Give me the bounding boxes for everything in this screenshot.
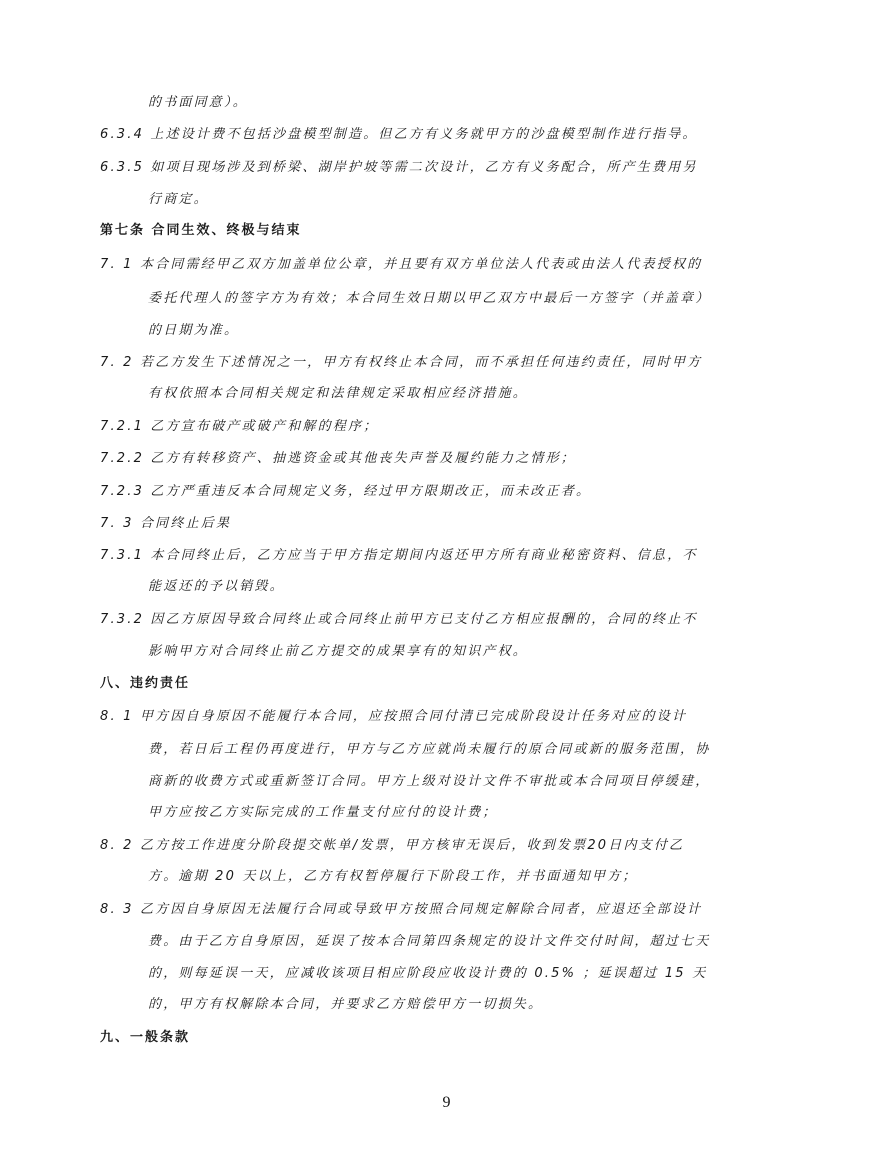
clause-8-1: 8. 1 甲方因自身原因不能履行本合同，应按照合同付清已完成阶段设计任务对应的设计 xyxy=(100,709,688,724)
text-line: 甲方应按乙方实际完成的工作量支付应付的设计费； xyxy=(148,805,498,820)
text-line: 能返还的予以销毁。 xyxy=(148,579,285,594)
text-line: 的，则每延误一天，应减收该项目相应阶段应收设计费的 0.5% ；延误超过 15 天 xyxy=(148,966,708,981)
section-heading-article-7: 第七条 合同生效、终极与结束 xyxy=(100,223,302,238)
text-line: 方。逾期 20 天以上，乙方有权暂停履行下阶段工作，并书面通知甲方； xyxy=(148,869,638,884)
clause-7-2-1: 7.2.1 乙方宣布破产或破产和解的程序； xyxy=(100,419,379,434)
clause-6-3-4: 6.3.4 上述设计费不包括沙盘模型制造。但乙方有义务就甲方的沙盘模型制作进行指导。 xyxy=(100,127,698,142)
text-line: 委托代理人的签字方为有效；本合同生效日期以甲乙双方中最后一方签字（并盖章） xyxy=(148,291,711,306)
section-heading-general-terms: 九、一般条款 xyxy=(100,1030,191,1045)
section-heading-breach: 八、违约责任 xyxy=(100,676,191,691)
clause-6-3-5: 6.3.5 如项目现场涉及到桥梁、湖岸护坡等需二次设计，乙方有义务配合，所产生费用另 xyxy=(100,160,698,175)
clause-7-2-2: 7.2.2 乙方有转移资产、抽逃资金或其他丧失声誉及履约能力之情形； xyxy=(100,451,577,466)
clause-7-3-2: 7.3.2 因乙方原因导致合同终止或合同终止前甲方已支付乙方相应报酬的，合同的终止不 xyxy=(100,612,698,627)
clause-7-1: 7. 1 本合同需经甲乙双方加盖单位公章，并且要有双方单位法人代表或由法人代表授权的 xyxy=(100,257,703,272)
text-line: 的，甲方有权解除本合同，并要求乙方赔偿甲方一切损失。 xyxy=(148,997,544,1012)
clause-7-3: 7. 3 合同终止后果 xyxy=(100,516,232,531)
clause-8-3: 8. 3 乙方因自身原因无法履行合同或导致甲方按照合同规定解除合同者，应退还全部设计 xyxy=(100,902,703,917)
text-line: 的书面同意）。 xyxy=(148,95,248,110)
text-line: 行商定。 xyxy=(148,192,209,207)
text-line: 费。由于乙方自身原因，延误了按本合同第四条规定的设计文件交付时间，超过七天 xyxy=(148,934,711,949)
clause-7-2: 7. 2 若乙方发生下述情况之一，甲方有权终止本合同，而不承担任何违约责任，同时甲方 xyxy=(100,355,703,370)
text-line: 商新的收费方式或重新签订合同。甲方上级对设计文件不审批或本合同项目停缓建， xyxy=(148,774,711,789)
page-number: 9 xyxy=(442,1094,451,1111)
clause-8-2: 8. 2 乙方按工作进度分阶段提交帐单/发票，甲方核审无误后，收到发票20日内支付乙 xyxy=(100,838,685,853)
text-line: 的日期为准。 xyxy=(148,323,240,338)
text-line: 影响甲方对合同终止前乙方提交的成果享有的知识产权。 xyxy=(148,644,529,659)
text-line: 有权依照本合同相关规定和法律规定采取相应经济措施。 xyxy=(148,386,529,401)
text-line: 费，若日后工程仍再度进行，甲方与乙方应就尚未履行的原合同或新的服务范围，协 xyxy=(148,742,711,757)
clause-7-2-3: 7.2.3 乙方严重违反本合同规定义务，经过甲方限期改正，而未改正者。 xyxy=(100,484,592,499)
clause-7-3-1: 7.3.1 本合同终止后，乙方应当于甲方指定期间内返还甲方所有商业秘密资料、信息，不 xyxy=(100,548,698,563)
